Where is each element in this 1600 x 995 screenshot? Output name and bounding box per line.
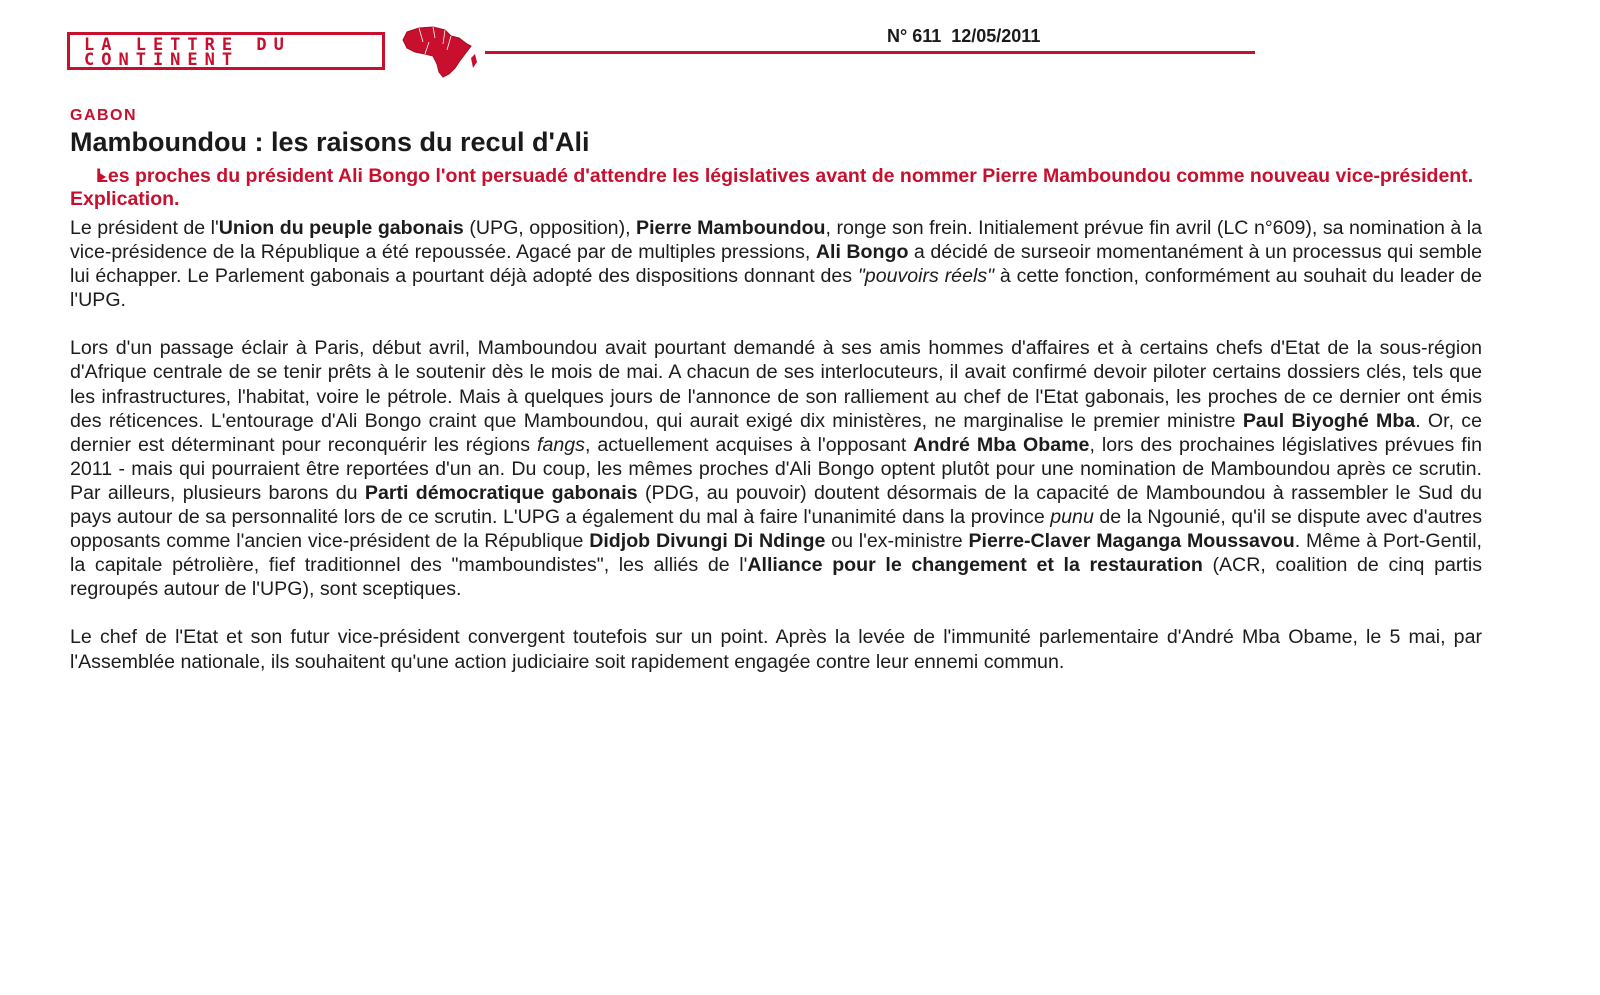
bold-name: Pierre Mamboundou xyxy=(636,217,826,239)
body-text: , actuellement acquises à l'opposant xyxy=(584,433,914,456)
body-text: . Or, ce dernier est déterminant pour reconquérir les régions xyxy=(70,409,1483,456)
body-text: a décidé de surseoir momentanément à un processus qui semble lui échapper. Le Parlement gabonais a pourtant déjà adopté des dispositions donnant des xyxy=(70,241,1482,288)
lead-paragraph xyxy=(70,165,1482,211)
body-paragraph-3 xyxy=(70,625,1482,673)
body-text: (PDG, au pouvoir) doutent désormais de la capacité de Mamboundou à rassembler le Sud du pays autour de sa personnalité lors de ce scrutin. L'UPG a également du mal à faire l'unanimité dans la province xyxy=(70,481,1482,529)
body-text: (UPG, opposition), xyxy=(463,217,637,239)
body-paragraph-1 xyxy=(70,216,1482,312)
body-paragraph-2 xyxy=(70,336,1482,601)
italic-term: fangs xyxy=(537,433,585,456)
bold-name: Paul Biyoghé Mba xyxy=(1242,409,1416,432)
bold-name: Didjob Divungi Di Ndinge xyxy=(589,530,826,553)
bold-name: Parti démocratique gabonais xyxy=(364,481,638,504)
logo-line-2: CONTINENT xyxy=(84,50,240,70)
bold-name: André Mba Obame xyxy=(913,433,1090,456)
bold-name: Ali Bongo xyxy=(815,241,909,264)
body-text: à cette fonction, conformément au souhait du leader de l'UPG. xyxy=(70,265,1482,312)
lead-text: Les proches du président Ali Bongo l'ont persuadé d'attendre les législatives avant de nommer Pierre Mamboundou comme nouveau vice-président. Explication. xyxy=(70,165,1474,210)
bold-name: Union du peuple gabonais xyxy=(218,217,464,239)
body-text: , ronge son frein. Initialement prévue fin avril (LC n°609), sa nomination à la vice-présidence de la République a été repoussée. Agacé par de multiples pressions, xyxy=(70,217,1482,264)
arrow-right-icon xyxy=(98,172,106,182)
body-text: de la Ngounié, qu'il se dispute avec d'autres opposants comme l'ancien vice-président de la République xyxy=(70,506,1482,553)
africa-map-icon xyxy=(385,24,485,80)
header-rule xyxy=(485,51,1255,54)
issue-number-date: N° 611 12/05/2011 xyxy=(887,26,1041,46)
bold-name: Alliance pour le changement et la restauration xyxy=(747,554,1203,577)
body-text: , lors des prochaines législatives prévues fin 2011 - mais qui pourraient être reportées d'un an. Du coup, les mêmes proches d'Ali Bongo optent plutôt pour une nomination de Mamboundou après ce scrutin. Par ailleurs, plusieurs barons du xyxy=(70,433,1482,504)
body-text: (ACR, coalition de cinq partis regroupés autour de l'UPG), sont sceptiques. xyxy=(70,554,1482,601)
body-text: ou l'ex-ministre xyxy=(825,530,969,553)
masthead-logo xyxy=(67,32,385,70)
headline: Mamboundou : les raisons du recul d'Ali xyxy=(70,127,590,157)
logo-line-1: LA LETTRE DU xyxy=(84,35,291,55)
article xyxy=(70,106,1482,674)
body-text: Le président de l' xyxy=(70,217,219,239)
italic-quote: "pouvoirs réels" xyxy=(857,265,995,288)
body-text: . Même à Port-Gentil, la capitale pétrolière, fief traditionnel des "mamboundistes", les alliés de l' xyxy=(70,530,1483,577)
body-text: Lors d'un passage éclair à Paris, début avril, Mamboundou avait pourtant demandé à ses amis hommes d'affaires et à certains chefs d'Etat de la sous-région d'Afrique centrale de se tenir prêts à le soutenir dès le mois de mai. A chacun de ses interlocuteurs, il avait confirmé devoir piloter certains dossiers clés, tels que les infrastructures, l'habitat, voire le pétrole. Mais à quelques jours de l'annonce de son ralliement au chef de l'Etat gabonais, les proches de ce dernier ont émis des réticences. L'entourage d'Ali Bongo craint que Mamboundou, qui aurait exigé dix ministères, ne marginalise le premier ministre xyxy=(70,337,1482,432)
bold-name: Pierre-Claver Maganga Moussavou xyxy=(968,530,1295,553)
body-text: Le chef de l'Etat et son futur vice-président convergent toutefois sur un point. Après la levée de l'immunité parlementaire d'André Mba Obame, le 5 mai, par l'Assemblée nationale, ils souhaitent qu'une action judiciaire soit rapidement engagée contre leur ennemi commun. xyxy=(70,626,1482,673)
italic-term: punu xyxy=(1050,506,1094,529)
masthead xyxy=(67,24,1197,84)
section-label: GABON xyxy=(70,107,138,124)
